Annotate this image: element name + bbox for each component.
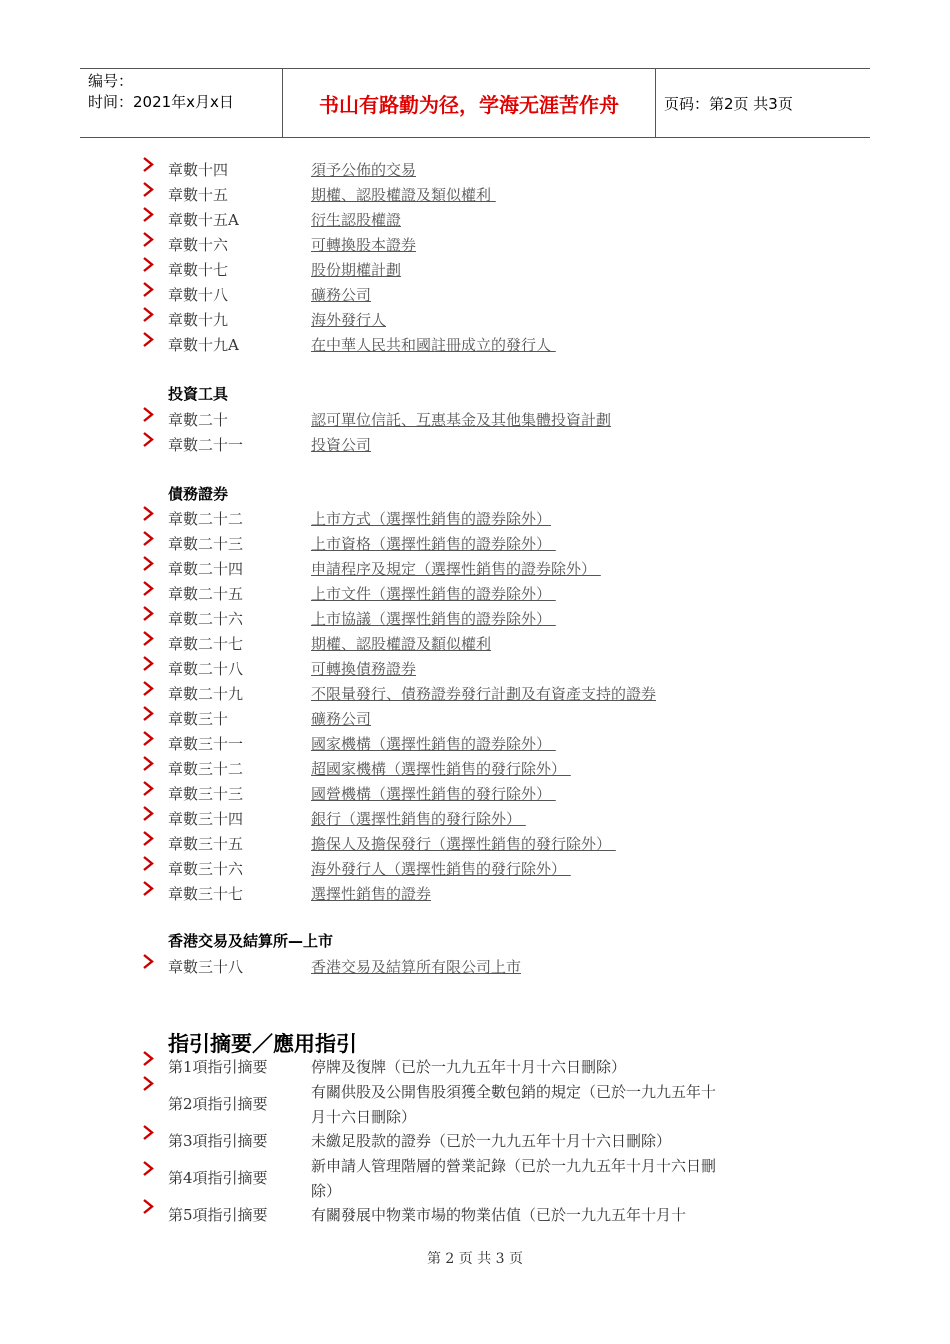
chapter-number: 章數二十 [168,411,229,429]
header-page-label: 页码：第2页 共3页 [664,94,793,113]
page-footer: 第 2 页 共 3 页 [426,1251,524,1267]
chapter-link[interactable]: 擔保人及擔保發行（選擇性銷售的發行除外） [311,835,616,853]
chapter-link[interactable]: 上市資格（選擇性銷售的證券除外） [311,535,556,553]
section-title: 投資工具 [168,385,229,403]
chapter-row [0,807,950,832]
chevron-right-icon [142,806,154,822]
time-label: 时间：2021年x月x日 [88,93,234,111]
chevron-right-icon [142,706,154,722]
chapter-row [0,832,950,857]
chapter-number: 章數十八 [168,286,229,304]
chapter-link[interactable]: 認可單位信託、互惠基金及其他集體投資計劃 [311,411,612,429]
chapter-number: 章數三十六 [168,860,244,878]
chevron-right-icon [142,1051,154,1067]
chapter-row [0,632,950,657]
chapter-row [0,433,950,458]
chapter-row [0,955,950,980]
chapter-number: 章數十五 [168,186,229,204]
chevron-right-icon [142,556,154,572]
chapter-number: 章數二十六 [168,610,244,628]
chapter-number: 章數二十八 [168,660,244,678]
chevron-right-icon [142,407,154,423]
chapter-link[interactable]: 海外發行人 [311,311,387,329]
chapter-link[interactable]: 銀行（選擇性銷售的發行除外） [311,810,526,828]
chevron-right-icon [142,856,154,872]
chapter-row [0,682,950,707]
chapter-number: 章數二十七 [168,635,244,653]
guidance-text: 有關發展中物業市場的物業估值（已於一九九五年十月十 [311,1206,687,1224]
chevron-right-icon [142,831,154,847]
chapter-number: 章數三十七 [168,885,244,903]
guidance-label: 第3項指引摘要 [168,1132,268,1150]
chapter-link[interactable]: 礦務公司 [311,710,372,728]
chapter-number: 章數三十 [168,710,229,728]
chevron-right-icon [142,1199,154,1215]
chapter-number: 章數十五A [168,211,239,229]
chapter-link[interactable]: 礦務公司 [311,286,372,304]
header-meta [80,69,282,137]
guidance-label: 第4項指引摘要 [168,1169,268,1187]
chevron-right-icon [142,182,154,198]
chevron-right-icon [142,581,154,597]
chevron-right-icon [142,731,154,747]
chevron-right-icon [142,1161,154,1177]
chapter-row [0,408,950,433]
chevron-right-icon [142,207,154,223]
section-title: 香港交易及結算所—上市 [168,932,334,950]
guidance-label: 第5項指引摘要 [168,1206,268,1224]
guidance-label: 第2項指引摘要 [168,1095,268,1113]
chapter-number: 章數十九 [168,311,229,329]
chapter-row [0,707,950,732]
chapter-row [0,333,950,358]
chapter-row [0,782,950,807]
chapter-row [0,882,950,907]
chapter-number: 章數三十四 [168,810,244,828]
chapter-number: 章數二十九 [168,685,244,703]
chapter-number: 章數十九A [168,336,239,354]
chapter-number: 章數二十一 [168,436,244,454]
chapter-link[interactable]: 國家機構（選擇性銷售的證券除外） [311,735,556,753]
chapter-link[interactable]: 海外發行人（選擇性銷售的發行除外） [311,860,571,878]
chapter-row [0,857,950,882]
chapter-row [0,158,950,183]
number-label: 编号： [88,72,134,90]
chevron-right-icon [142,1076,154,1092]
chevron-right-icon [142,332,154,348]
chapter-link[interactable]: 可轉換債務證券 [311,660,417,678]
chapter-number: 章數三十三 [168,785,244,803]
chapter-number: 章數二十四 [168,560,244,578]
chevron-right-icon [142,756,154,772]
chapter-link[interactable]: 上市方式（選擇性銷售的證券除外） [311,510,552,528]
guidance-text: 有關供股及公開售股須獲全數包銷的規定（已於一九九五年十月十六日刪除） [311,1083,717,1126]
chapter-link[interactable]: 申請程序及規定（選擇性銷售的證券除外） [311,560,601,578]
chapter-number: 章數三十八 [168,958,244,976]
chevron-right-icon [142,257,154,273]
section-title: 債務證券 [168,485,229,503]
chapter-link[interactable]: 國營機構（選擇性銷售的發行除外） [311,785,556,803]
chevron-right-icon [142,954,154,970]
chapter-link[interactable]: 香港交易及結算所有限公司上市 [311,958,522,976]
chapter-link[interactable]: 超國家機構（選擇性銷售的發行除外） [311,760,571,778]
guidance-text: 停牌及復牌（已於一九九五年十月十六日刪除） [311,1058,627,1076]
chapter-row [0,732,950,757]
chapter-row [0,557,950,582]
chapter-link[interactable]: 投資公司 [311,436,372,454]
guidance-text: 未繳足股款的證券（已於一九九五年十月十六日刪除） [311,1132,672,1150]
chapter-number: 章數十六 [168,236,229,254]
chapter-number: 章數二十二 [168,510,244,528]
chevron-right-icon [142,531,154,547]
chapter-link[interactable]: 期權、認股權證及纇似權利 [311,635,492,653]
chevron-right-icon [142,881,154,897]
chapter-link[interactable]: 不限量發行、債務證券發行計劃及有資產支持的證券 [311,685,657,703]
chevron-right-icon [142,1125,154,1141]
chevron-right-icon [142,656,154,672]
guidance-text: 新申請人管理階層的營業記錄（已於一九九五年十月十六日刪除） [311,1157,717,1200]
chapter-row [0,607,950,632]
chevron-right-icon [142,781,154,797]
chapter-row [0,233,950,258]
chevron-right-icon [142,681,154,697]
chapter-number: 章數二十五 [168,585,244,603]
chapter-link[interactable]: 在中華人民共和國註冊成立的發行人 [311,336,556,354]
chapter-number: 章數十七 [168,261,229,279]
chapter-link[interactable]: 衍生認股權證 [311,211,402,229]
chevron-right-icon [142,432,154,448]
chapter-link[interactable]: 可轉換股本證券 [311,236,417,254]
chevron-right-icon [142,307,154,323]
guidance-label: 第1項指引摘要 [168,1058,268,1076]
chapter-number: 章數三十五 [168,835,244,853]
guidance-title: 指引摘要／應用指引 [168,1032,357,1056]
chapter-number: 章數十四 [168,161,229,179]
chapter-link[interactable]: 選擇性銷售的證券 [311,885,432,903]
chapter-row [0,532,950,557]
chevron-right-icon [142,232,154,248]
chapter-row [0,208,950,233]
chapter-link[interactable]: 上市文件（選擇性銷售的證券除外） [311,585,556,603]
chapter-link[interactable]: 股份期權計劃 [311,261,402,279]
chevron-right-icon [142,506,154,522]
chapter-row [0,657,950,682]
chapter-row [0,183,950,208]
header-motto: 书山有路勤为径，学海无涯苦作舟 [282,69,656,137]
chapter-row [0,757,950,782]
chapter-number: 章數三十一 [168,735,244,753]
chapter-link[interactable]: 期權、認股權證及類似權利 [311,186,496,204]
chevron-right-icon [142,606,154,622]
page-header [80,68,870,138]
chapter-row [0,582,950,607]
chapter-row [0,283,950,308]
chapter-row [0,258,950,283]
chapter-link[interactable]: 須予公佈的交易 [311,161,417,179]
chapter-number: 章數二十三 [168,535,244,553]
chapter-link[interactable]: 上市協議（選擇性銷售的證券除外） [311,610,556,628]
chapter-number: 章數三十二 [168,760,244,778]
chevron-right-icon [142,282,154,298]
chevron-right-icon [142,631,154,647]
chapter-row [0,507,950,532]
chevron-right-icon [142,157,154,173]
chapter-row [0,308,950,333]
